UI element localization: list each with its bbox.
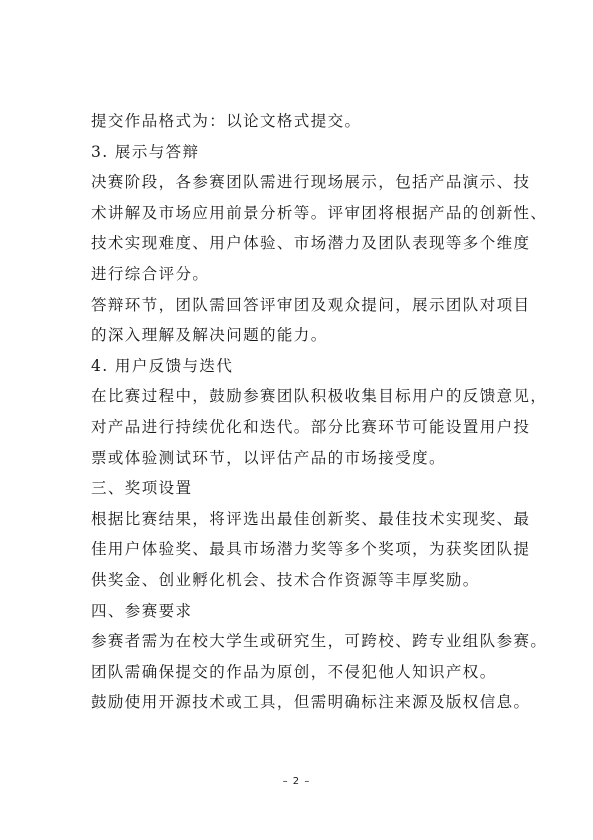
- body-line: 技术实现难度、用户体验、市场潜力及团队表现等多个维度: [91, 234, 531, 253]
- section-heading: 4. 用户反馈与迭代: [91, 356, 234, 375]
- body-line: 佳用户体验奖、最具市场潜力奖等多个奖项，为获奖团队提: [91, 540, 531, 559]
- body-line: 决赛阶段，各参赛团队需进行现场展示，包括产品演示、技: [91, 173, 531, 192]
- body-line: 答辩环节，团队需回答评审团及观众提问，展示团队对项目: [91, 295, 531, 314]
- body-line: 鼓励使用开源技术或工具，但需明确标注来源及版权信息。: [91, 693, 531, 712]
- section-heading: 四、参赛要求: [91, 601, 193, 620]
- body-line: 团队需确保提交的作品为原创，不侵犯他人知识产权。: [91, 662, 497, 681]
- document-body: [91, 106, 548, 718]
- body-line: 的深入理解及解决问题的能力。: [91, 326, 328, 345]
- body-line: 根据比赛结果，将评选出最佳创新奖、最佳技术实现奖、最: [91, 509, 531, 528]
- body-line: 进行综合评分。: [91, 264, 210, 283]
- body-line: 票或体验测试环节，以评估产品的市场接受度。: [91, 448, 446, 467]
- section-heading: 三、奖项设置: [91, 479, 193, 498]
- page-number: – 2 –: [282, 776, 311, 787]
- body-line: 对产品进行持续优化和迭代。部分比赛环节可能设置用户投: [91, 417, 531, 436]
- body-line: 提交作品格式为：以论文格式提交。: [91, 112, 362, 130]
- body-line: 参赛者需为在校大学生或研究生，可跨校、跨专业组队参赛。: [91, 632, 548, 651]
- body-line: 供奖金、创业孵化机会、技术合作资源等丰厚奖励。: [91, 570, 480, 589]
- body-line: 术讲解及市场应用前景分析等。评审团将根据产品的创新性、: [91, 203, 548, 222]
- section-heading: 3. 展示与答辩: [91, 142, 200, 161]
- body-line: 在比赛过程中，鼓励参赛团队积极收集目标用户的反馈意见，: [91, 387, 548, 406]
